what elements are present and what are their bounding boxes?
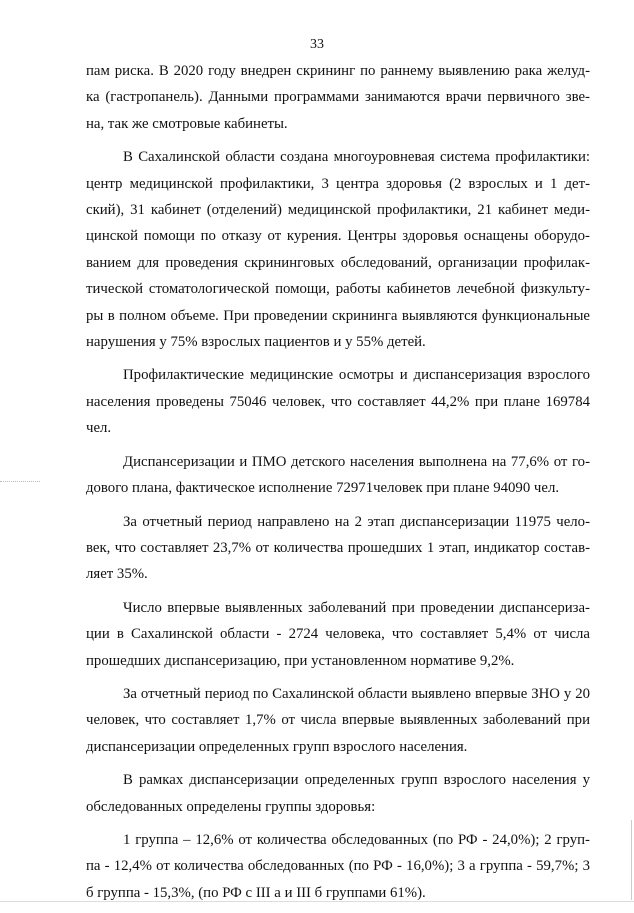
scan-artifact (0, 481, 40, 483)
scan-artifact (631, 820, 632, 900)
scan-artifact (0, 901, 634, 902)
paragraph-adult-checkups: Профилактические медицинские осмотры и диспансеризация взрослого населения проведены 75046 человек, что составляет 44,2% при плане 169784 чел. (86, 367, 590, 437)
document-body (86, 58, 590, 913)
paragraph-health-groups: 1 группа – 12,6% от количества обследованных (по РФ - 24,0%); 2 груп-па - 12,4% от количества обследованных (по РФ - 16,0%); 3 а группа - 59,7%; 3 б группа - 15,3%, (по РФ с III а и III б группами 61%). (86, 831, 590, 901)
paragraph-child-checkups: Диспансеризации и ПМО детского населения выполнена на 77,6% от го-дового плана, фактическое исполнение 72971человек при плане 94090 чел. (86, 453, 590, 497)
page-number: 33 (310, 37, 324, 52)
paragraph-new-diseases: Число впервые выявленных заболеваний при проведении диспансериза-ции в Сахалинской области - 2724 человека, что составляет 5,4% от числа прошедших диспансеризацию, при установленном нормативе 9,2%. (86, 599, 590, 669)
paragraph-health-groups-intro: В рамках диспансеризации определенных групп взрослого населения у обследованных определены группы здоровья: (86, 772, 590, 815)
paragraph-zno: За отчетный период по Сахалинской области выявлено впервые ЗНО у 20 человек, что составляет 1,7% от числа впервые выявленных заболеваний при диспансеризации определенных групп взрослого населения. (86, 685, 590, 755)
paragraph-continuation: пам риска. В 2020 году внедрен скрининг по раннему выявлению рака желуд-ка (гастропанель). Данными программами занимаются врачи первичного зве-на, так же смотровые кабинеты. (86, 63, 590, 132)
paragraph-second-stage: За отчетный период направлено на 2 этап диспансеризации 11975 чело-век, что составляет 23,7% от количества прошедших 1 этап, индикатор состав-ляет 35%. (86, 513, 590, 583)
paragraph-prevention-system: В Сахалинской области создана многоуровневая система профилактики: центр медицинской профилактики, 3 центра здоровья (2 взрослых и 1 дет-ский), 31 кабинет (отделений) медицинской профилактики, 21 кабинет меди-цинской помощи по отказу от курения. Центры здоровья оснащены оборудо-ванием для проведения скрининговых обследований, организации профилак-тической стоматологической помощи, работы кабинетов лечебной физкульту-ры в полном объеме. При проведении скрининга выявляются функциональные нарушения у 75% взрослых пациентов и у 55% детей. (86, 149, 590, 351)
